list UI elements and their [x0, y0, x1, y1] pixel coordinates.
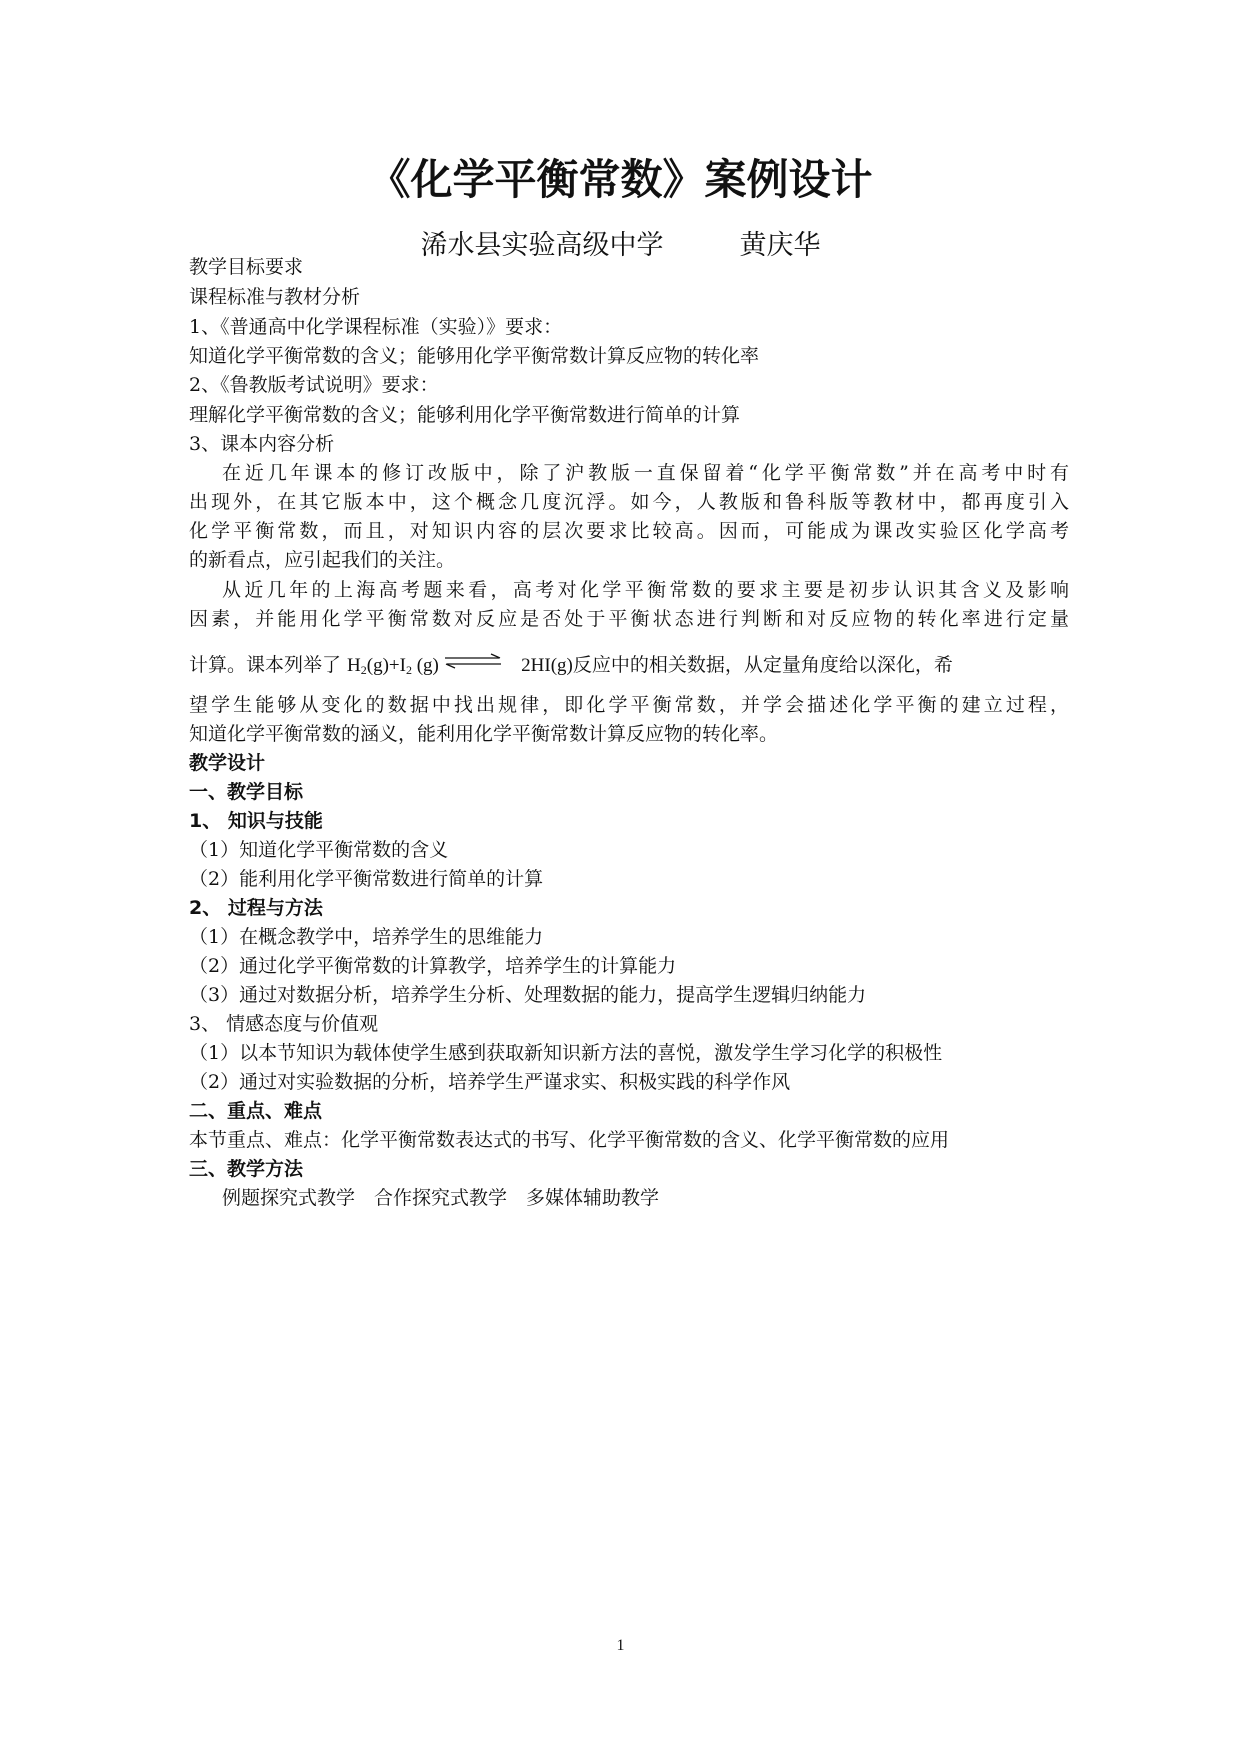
page-number: 1 — [616, 1637, 625, 1654]
list-item: （2）能利用化学平衡常数进行简单的计算 — [189, 868, 544, 890]
paragraph-line: 出现外，在其它版本中，这个概念几度沉浮。如今，人教版和鲁科版等教材中，都再度引入 — [189, 491, 1069, 513]
standard-requirement-text: 知道化学平衡常数的含义；能够用化学平衡常数计算反应物的转化率 — [189, 345, 760, 367]
paragraph-text: 反应中的相关数据，从定量角度给以深化，希 — [572, 654, 953, 676]
paragraph-line: 的新看点，应引起我们的关注。 — [189, 549, 456, 571]
equilibrium-arrows-icon — [443, 653, 503, 669]
heading-curriculum-analysis: 课程标准与教材分析 — [189, 286, 361, 308]
paragraph-line: 从近几年的上海高考题来看，高考对化学平衡常数的要求主要是初步认识其含义及影响 — [222, 579, 1069, 601]
document-title: 《化学平衡常数》案例设计 — [368, 155, 873, 204]
subsection-heading-attitude: 3、 情感态度与价值观 — [189, 1013, 379, 1035]
paragraph-line: 因素，并能用化学平衡常数对反应是否处于平衡状态进行判断和对反应物的转化率进行定量 — [189, 608, 1069, 630]
section-heading-key-points: 二、重点、难点 — [189, 1100, 323, 1122]
paragraph-line: 在近几年课本的修订改版中，除了沪教版一直保留着“化学平衡常数”并在高考中时有 — [222, 462, 1069, 484]
section-heading-goals: 一、教学目标 — [189, 781, 304, 803]
paragraph-line: 化学平衡常数，而且，对知识内容的层次要求比较高。因而，可能成为课改实验区化学高考 — [189, 520, 1069, 542]
exam-requirement-text: 理解化学平衡常数的含义；能够利用化学平衡常数进行简单的计算 — [189, 404, 741, 426]
subsection-heading-knowledge: 1、 知识与技能 — [189, 810, 323, 832]
section-heading-design: 教学设计 — [189, 752, 266, 774]
section-heading-methods: 三、教学方法 — [189, 1158, 304, 1180]
author-name: 黄庆华 — [739, 230, 821, 261]
list-item: （1）以本节知识为载体使学生感到获取新知识新方法的喜悦，激发学生学习化学的积极性 — [189, 1042, 943, 1064]
school-name: 浠水县实验高级中学 — [420, 230, 664, 261]
methods-text: 例题探究式教学 合作探究式教学 多媒体辅助教学 — [222, 1187, 660, 1209]
standard-requirement-heading: 1、《普通高中化学课程标准（实验）》要求： — [189, 316, 563, 338]
list-item: （2）通过对实验数据的分析，培养学生严谨求实、积极实践的科学作风 — [189, 1071, 791, 1093]
paragraph-line-with-formula — [189, 650, 1069, 681]
subsection-heading-process: 2、 过程与方法 — [189, 897, 323, 919]
heading-teaching-goals: 教学目标要求 — [189, 256, 304, 278]
exam-requirement-heading: 2、《鲁教版考试说明》要求： — [189, 374, 439, 396]
key-points-text: 本节重点、难点：化学平衡常数表达式的书写、化学平衡常数的含义、化学平衡常数的应用 — [189, 1129, 950, 1151]
list-item: （2）通过化学平衡常数的计算教学，培养学生的计算能力 — [189, 955, 677, 977]
content-analysis-heading: 3、课本内容分析 — [189, 433, 335, 455]
reaction-equation: $H_2(g)+I_2$ (g) 2HI(g) — [347, 655, 573, 677]
paragraph-text: 计算。课本列举了 — [189, 654, 348, 676]
paragraph-line: 知道化学平衡常数的涵义，能利用化学平衡常数计算反应物的转化率。 — [189, 723, 779, 745]
list-item: （1）在概念教学中，培养学生的思维能力 — [189, 926, 544, 948]
list-item: （1）知道化学平衡常数的含义 — [189, 839, 449, 861]
paragraph-line: 望学生能够从变化的数据中找出规律，即化学平衡常数，并学会描述化学平衡的建立过程， — [189, 694, 1069, 716]
list-item: （3）通过对数据分析，培养学生分析、处理数据的能力，提高学生逻辑归纳能力 — [189, 984, 867, 1006]
